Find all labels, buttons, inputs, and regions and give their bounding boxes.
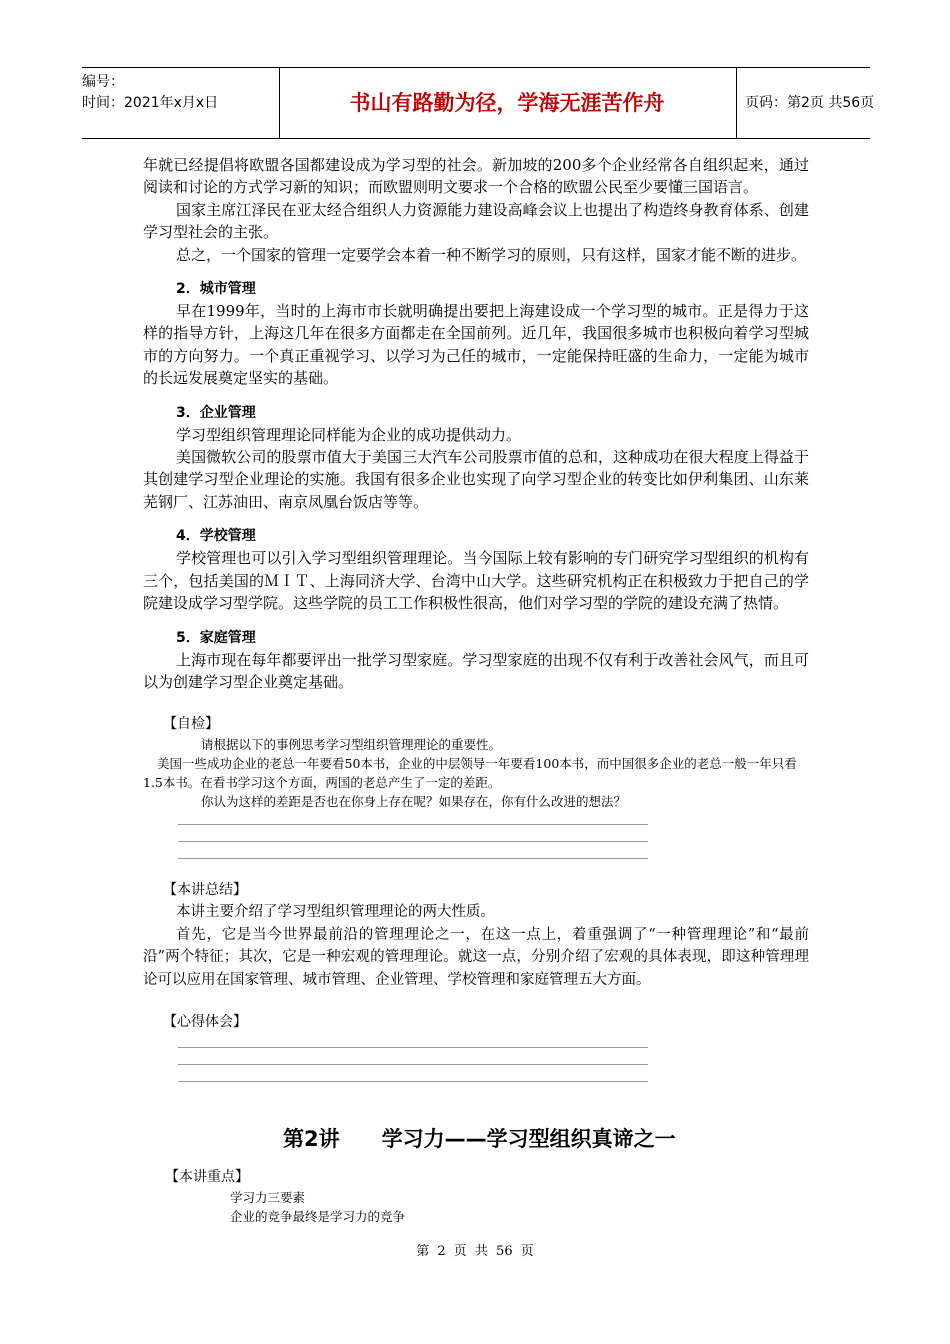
header-meta: [82, 68, 276, 142]
header-divider: [736, 68, 737, 138]
header-motto: 书山有路勤为径，学海无涯苦作舟: [349, 91, 665, 115]
section-heading: 2．城市管理: [176, 281, 256, 298]
summary-label: 【本讲总结】: [163, 882, 247, 899]
paragraph: 早在1999年，当时的上海市市长就明确提出要把上海建设成一个学习型的城市。正是得力于这样的指导方针，上海这几年在很多方面都走在全国前列。近几年，我国很多城市也积极向着学习型城市的方向努力。一个真正重视学习、以学习为己任的城市，一定能保持旺盛的生命力，一定能为城市的长远发展奠定坚实的基础。: [143, 302, 809, 388]
answer-line[interactable]: [178, 1081, 648, 1082]
page-header: [82, 67, 875, 139]
section-heading: 5．家庭管理: [176, 629, 256, 646]
document-body: [143, 154, 809, 1082]
self-check-label: 【自检】: [163, 716, 219, 733]
paragraph: 国家主席江泽民在亚太经合组织人力资源能力建设高峰会议上也提出了构造终身教育体系、创建学习型社会的主张。: [143, 200, 809, 242]
self-check-question: 你认为这样的差距是否也在你身上存在呢？如果存在，你有什么改进的想法？: [201, 794, 627, 810]
summary-text: 首先，它是当今世界最前沿的管理理论之一，在这一点上，着重强调了“一种管理理论”和“最前沿”两个特征；其次，它是一种宏观的管理理论。就这一点，分别介绍了宏观的具体表现，即这种管理理论可以应用在国家管理、城市管理、企业管理、学校管理和家庭管理五大方面。: [143, 926, 809, 988]
paragraph: 学习型组织管理理论同样能为企业的成功提供动力。: [176, 425, 522, 444]
key-point-item: 学习力三要素: [230, 1190, 306, 1205]
summary-text: 本讲主要介绍了学习型组织管理理论的两大性质。: [176, 904, 495, 921]
paragraph: 美国微软公司的股票市值大于美国三大汽车公司股票市值的总和，这种成功在很大程度上得益于其创建学习型企业理论的实施。我国有很多企业也实现了向学习型企业的转变比如伊利集团、山东莱芜钢厂、江苏油田、南京凤凰台饭店等等。: [143, 448, 809, 511]
paragraph: 总之，一个国家的管理一定要学会本着一种不断学习的原则，只有这样，国家才能不断的进步。: [176, 245, 807, 264]
self-check-question: 请根据以下的事例思考学习型组织管理理论的重要性。: [201, 737, 502, 753]
key-points-label: 【本讲重点】: [165, 1169, 249, 1185]
key-point-item: 企业的竞争最终是学习力的竞争: [230, 1209, 406, 1224]
reflection-label: 【心得体会】: [163, 1013, 247, 1030]
header-page: 页码：第2页 共56页: [745, 95, 875, 111]
page-footer: 第 2 页 共 56 页: [416, 1244, 534, 1259]
header-number: 编号：: [82, 74, 124, 90]
section-heading: 3．企业管理: [176, 404, 256, 421]
lecture-key-points: [165, 1166, 665, 1226]
self-check-question: 美国一些成功企业的老总一年要看50本书，企业的中层领导一年要看100本书，而中国很多企业的老总一般一年只看1.5本书。在看书学习这个方面，两国的老总产生了一定的差距。: [143, 756, 797, 791]
section-heading: 4．学校管理: [176, 528, 256, 545]
lecture-title: 第2讲 学习力——学习型组织真谛之一: [283, 1127, 676, 1151]
header-date: 时间：2021年x月x日: [82, 95, 219, 111]
paragraph: 学校管理也可以引入学习型组织管理理论。当今国际上较有影响的专门研究学习型组织的机构有三个，包括美国的ＭＩＴ、上海同济大学、台湾中山大学。这些研究机构正在积极致力于把自己的学院建设成学习型学院。这些学院的员工工作积极性很高，他们对学习型的学院的建设充满了热情。: [143, 549, 809, 613]
paragraph: 上海市现在每年都要评出一批学习型家庭。学习型家庭的出现不仅有利于改善社会风气，而且可以为创建学习型企业奠定基础。: [143, 650, 809, 691]
paragraph: 年就已经提倡将欧盟各国都建设成为学习型的社会。新加坡的200多个企业经常各自组织起来，通过阅读和讨论的方式学习新的知识；而欧盟则明文要求一个合格的欧盟公民至少要懂三国语言。: [143, 156, 809, 197]
